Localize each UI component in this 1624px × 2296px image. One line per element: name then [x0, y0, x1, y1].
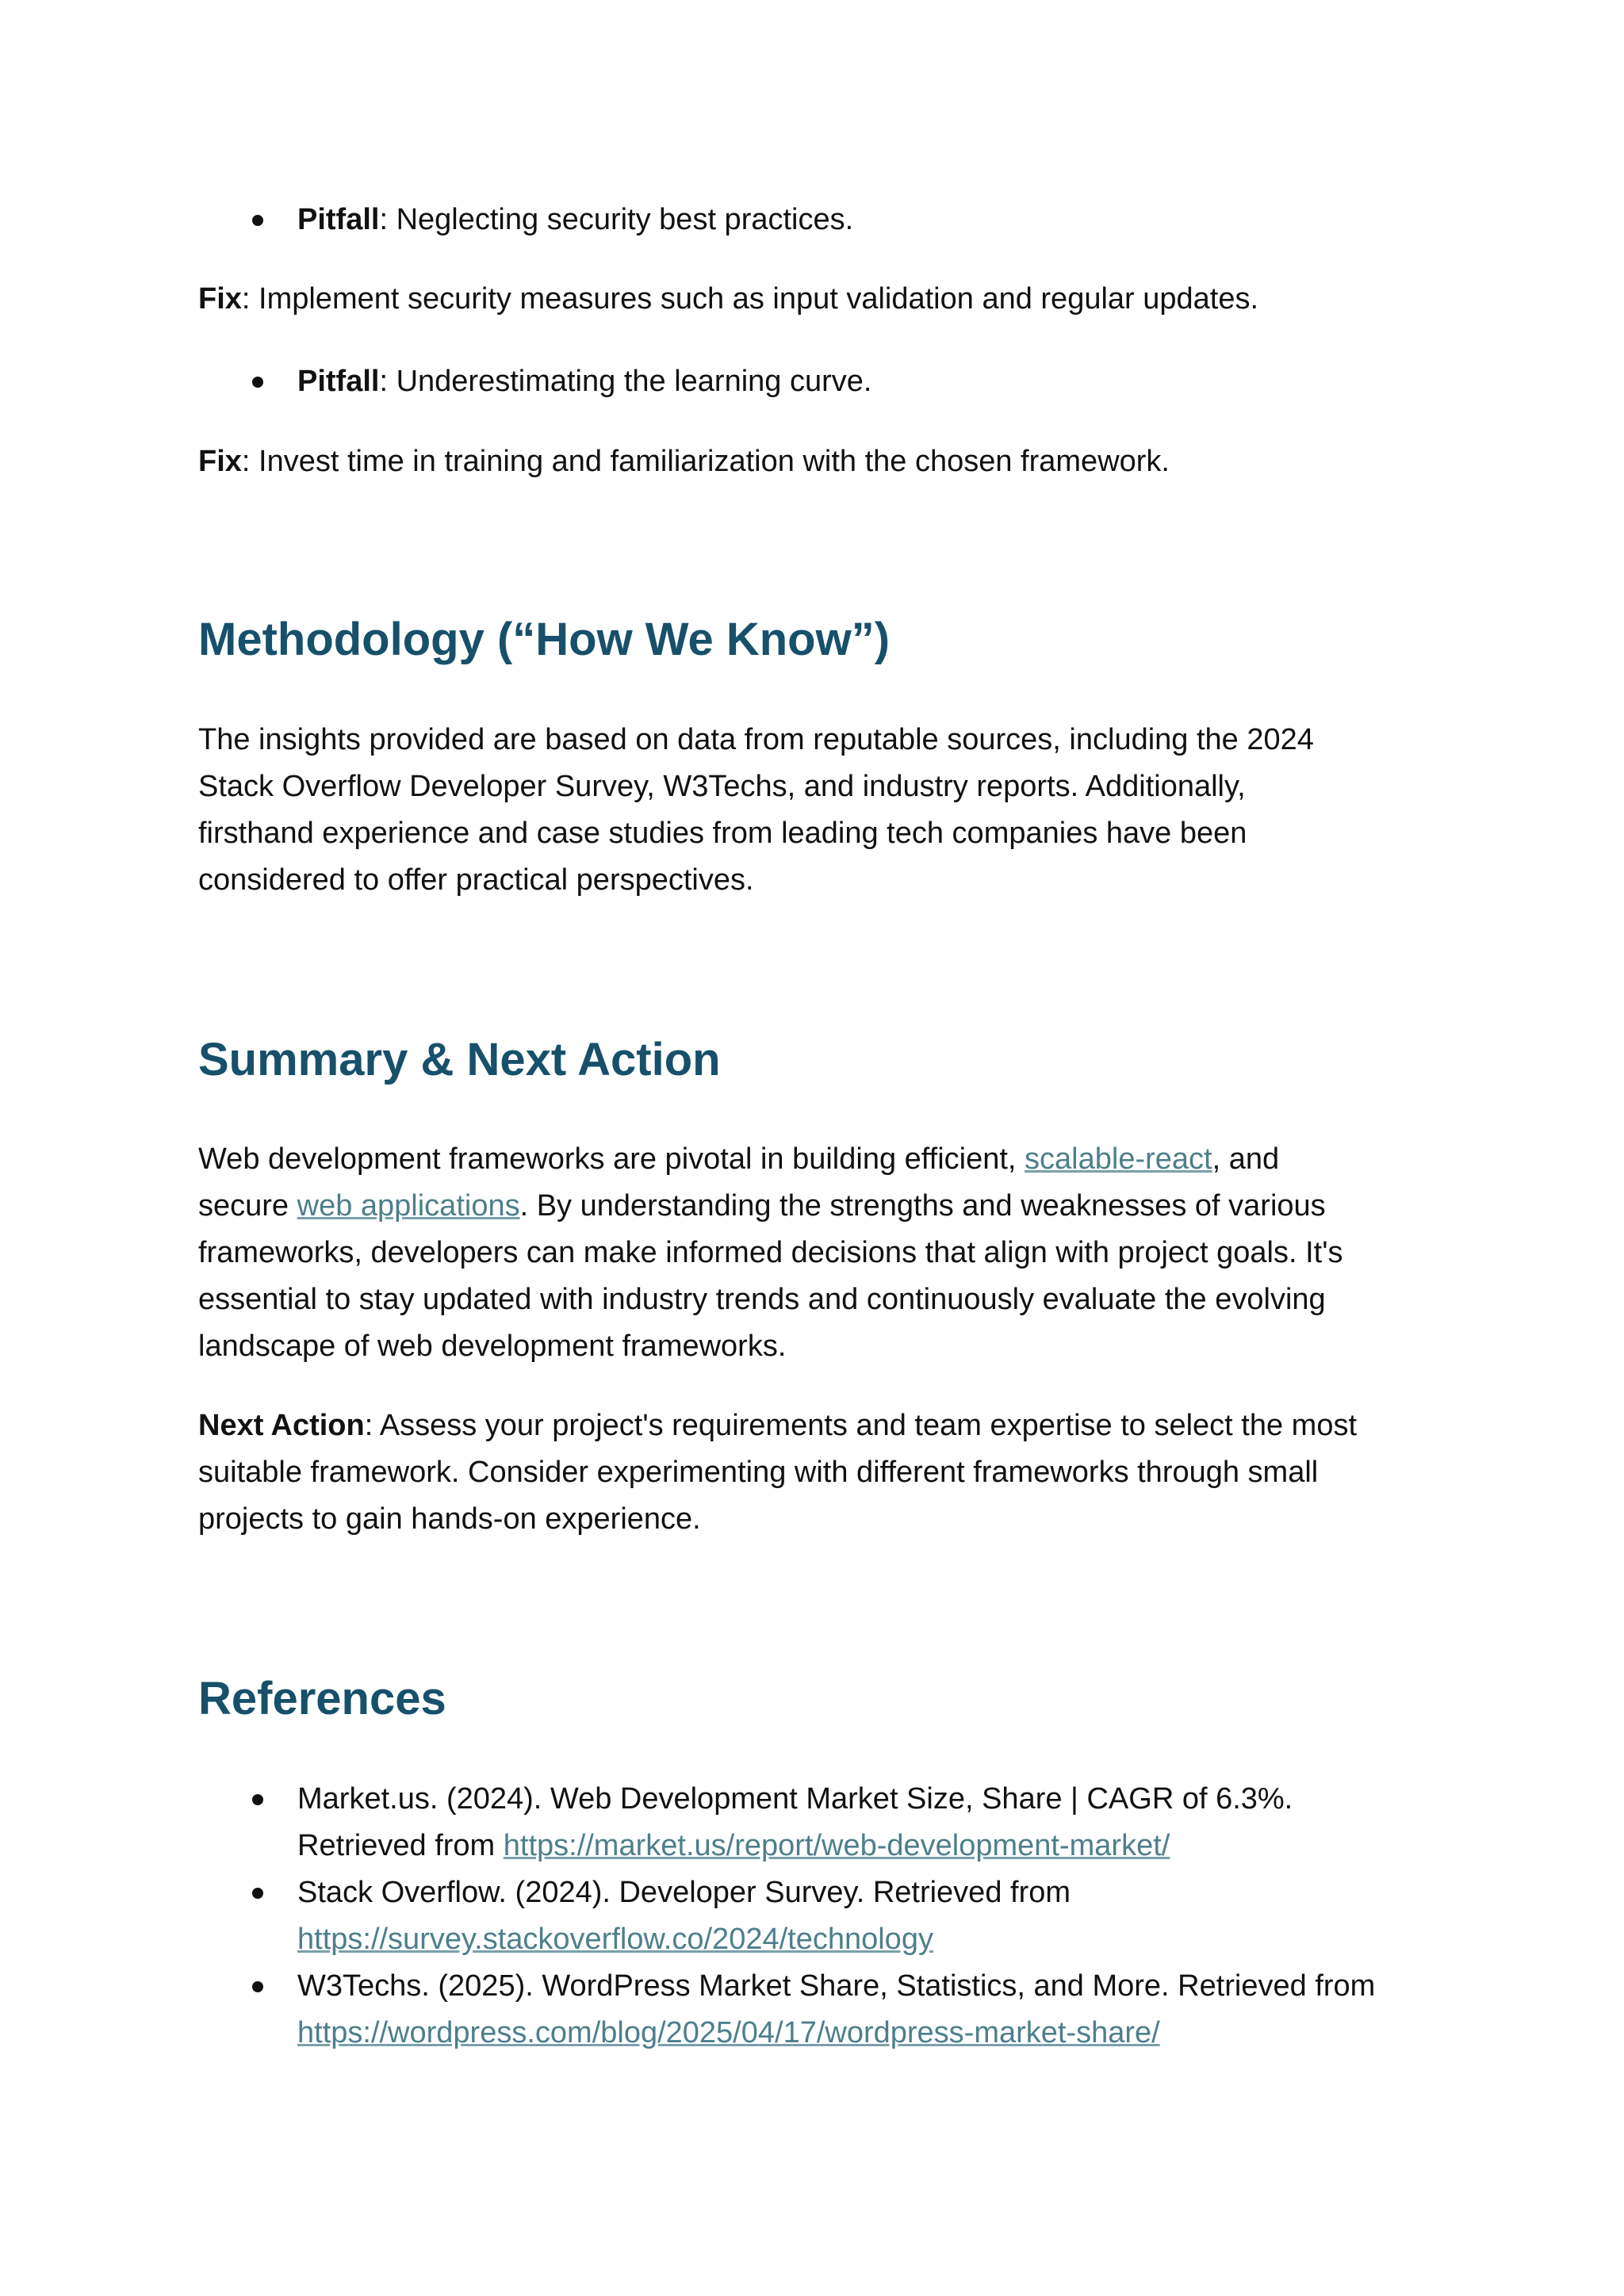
pitfall-label: Pitfall — [297, 203, 380, 236]
next-action-line — [198, 1402, 1435, 1449]
summary-line — [198, 1136, 1435, 1183]
reference-link[interactable]: https://market.us/report/web-development-market/ — [503, 1829, 1170, 1862]
summary-text: , and — [1212, 1142, 1280, 1176]
bullet-icon — [252, 377, 263, 388]
fix-text: : Invest time in training and familiarization with the chosen framework. — [241, 445, 1170, 478]
next-action-line: suitable framework. Consider experimenting with different frameworks through small — [198, 1456, 1319, 1489]
reference-item — [198, 1963, 1435, 2057]
pitfall-item — [198, 197, 1534, 243]
reference-text: Retrieved from — [297, 1829, 504, 1862]
reference-text: Stack Overflow. (2024). Developer Survey. Retrieved from — [297, 1876, 1071, 1909]
methodology-heading: Methodology (“How We Know”) — [198, 614, 891, 665]
summary-line: landscape of web development frameworks. — [198, 1330, 787, 1363]
methodology-line: The insights provided are based on data from reputable sources, including the 2024 — [198, 723, 1314, 756]
fix-label: Fix — [198, 282, 242, 316]
bullet-icon — [252, 215, 263, 226]
summary-text: . By understanding the strengths and weaknesses of various — [519, 1189, 1326, 1223]
next-action-label: Next Action — [198, 1409, 365, 1442]
reference-item — [198, 1869, 1435, 1963]
web-applications-link[interactable]: web applications — [297, 1189, 520, 1223]
bullet-icon — [252, 1888, 263, 1899]
summary-line — [198, 1183, 1435, 1230]
methodology-line: Stack Overflow Developer Survey, W3Techs, and industry reports. Additionally, — [198, 770, 1246, 803]
methodology-line: considered to offer practical perspectives. — [198, 863, 754, 897]
summary-text: secure — [198, 1189, 297, 1223]
summary-text: Web development frameworks are pivotal in building efficient, — [198, 1142, 1025, 1176]
next-action-text: : Assess your project's requirements and team expertise to select the most — [364, 1409, 1358, 1442]
fix-text: : Implement security measures such as input validation and regular updates. — [241, 282, 1259, 316]
fix-paragraph — [198, 438, 1435, 485]
summary-line: essential to stay updated with industry trends and continuously evaluate the evolving — [198, 1283, 1326, 1316]
fix-paragraph — [198, 276, 1435, 323]
pitfall-text: : Neglecting security best practices. — [379, 203, 854, 236]
next-action-paragraph — [198, 1402, 1435, 1543]
pitfall-text: : Underestimating the learning curve. — [379, 365, 872, 398]
references-list — [198, 1776, 1435, 2057]
bullet-icon — [252, 1794, 263, 1805]
pitfall-item — [198, 358, 1534, 405]
methodology-line: firsthand experience and case studies from leading tech companies have been — [198, 817, 1247, 850]
summary-paragraph — [198, 1136, 1435, 1370]
references-heading: References — [198, 1673, 446, 1724]
next-action-line: projects to gain hands-on experience. — [198, 1502, 701, 1536]
reference-link[interactable]: https://wordpress.com/blog/2025/04/17/wordpress-market-share/ — [297, 2016, 1160, 2049]
summary-line: frameworks, developers can make informed decisions that align with project goals. It's — [198, 1236, 1343, 1269]
fix-label: Fix — [198, 445, 242, 478]
bullet-icon — [252, 1981, 263, 1992]
reference-text: W3Techs. (2025). WordPress Market Share, Statistics, and More. Retrieved from — [297, 1969, 1376, 2003]
pitfall-label: Pitfall — [297, 365, 380, 398]
scalable-react-link[interactable]: scalable-react — [1025, 1142, 1212, 1176]
reference-link[interactable]: https://survey.stackoverflow.co/2024/technology — [297, 1923, 933, 1956]
summary-heading: Summary & Next Action — [198, 1034, 721, 1085]
methodology-paragraph — [198, 717, 1435, 904]
reference-item — [198, 1776, 1435, 1869]
reference-text: Market.us. (2024). Web Development Market Size, Share | CAGR of 6.3%. — [297, 1782, 1293, 1816]
